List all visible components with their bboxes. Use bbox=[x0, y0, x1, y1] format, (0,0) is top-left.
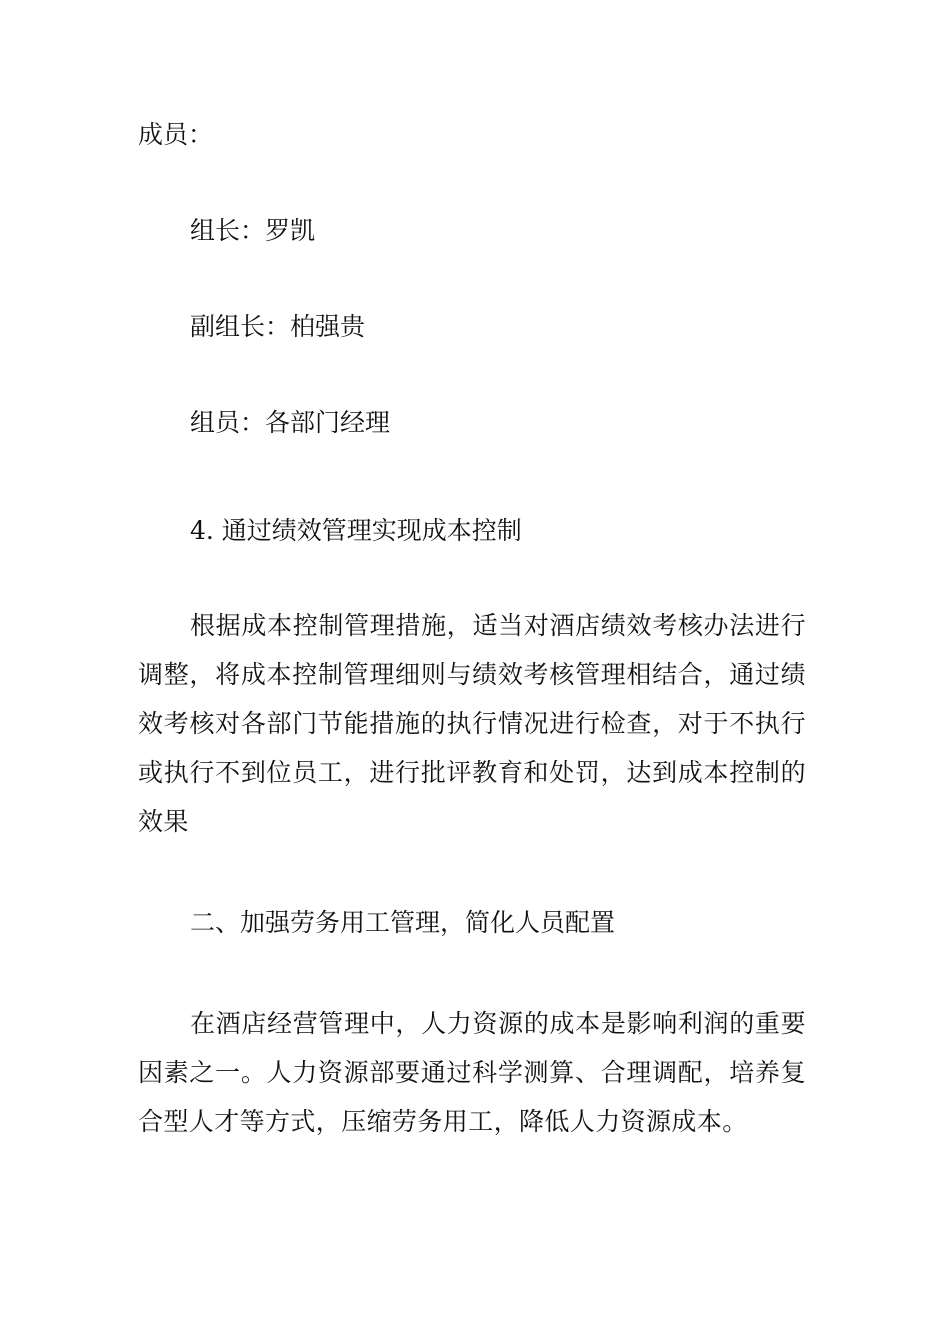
leader-line: 组长：罗凯 bbox=[190, 216, 316, 245]
members-heading: 成员： bbox=[138, 120, 214, 149]
section-2-heading: 二、加强劳务用工管理，简化人员配置 bbox=[190, 908, 616, 937]
section-2-body: 在酒店经营管理中，人力资源的成本是影响利润的重要因素之一。人力资源部要通过科学测算、合理调配，培养复合型人才等方式，压缩劳务用工，降低人力资源成本。 bbox=[138, 1009, 806, 1136]
section-4-heading: 4. 通过绩效管理实现成本控制 bbox=[190, 516, 522, 545]
members-line: 组员：各部门经理 bbox=[190, 408, 391, 437]
deputy-leader-line: 副组长：柏强贵 bbox=[190, 312, 366, 341]
section-4-body: 根据成本控制管理措施，适当对酒店绩效考核办法进行调整，将成本控制管理细则与绩效考核管理相结合，通过绩效考核对各部门节能措施的执行情况进行检查，对于不执行或执行不到位员工，进行批评教育和处罚，达到成本控制的效果 bbox=[138, 611, 806, 836]
